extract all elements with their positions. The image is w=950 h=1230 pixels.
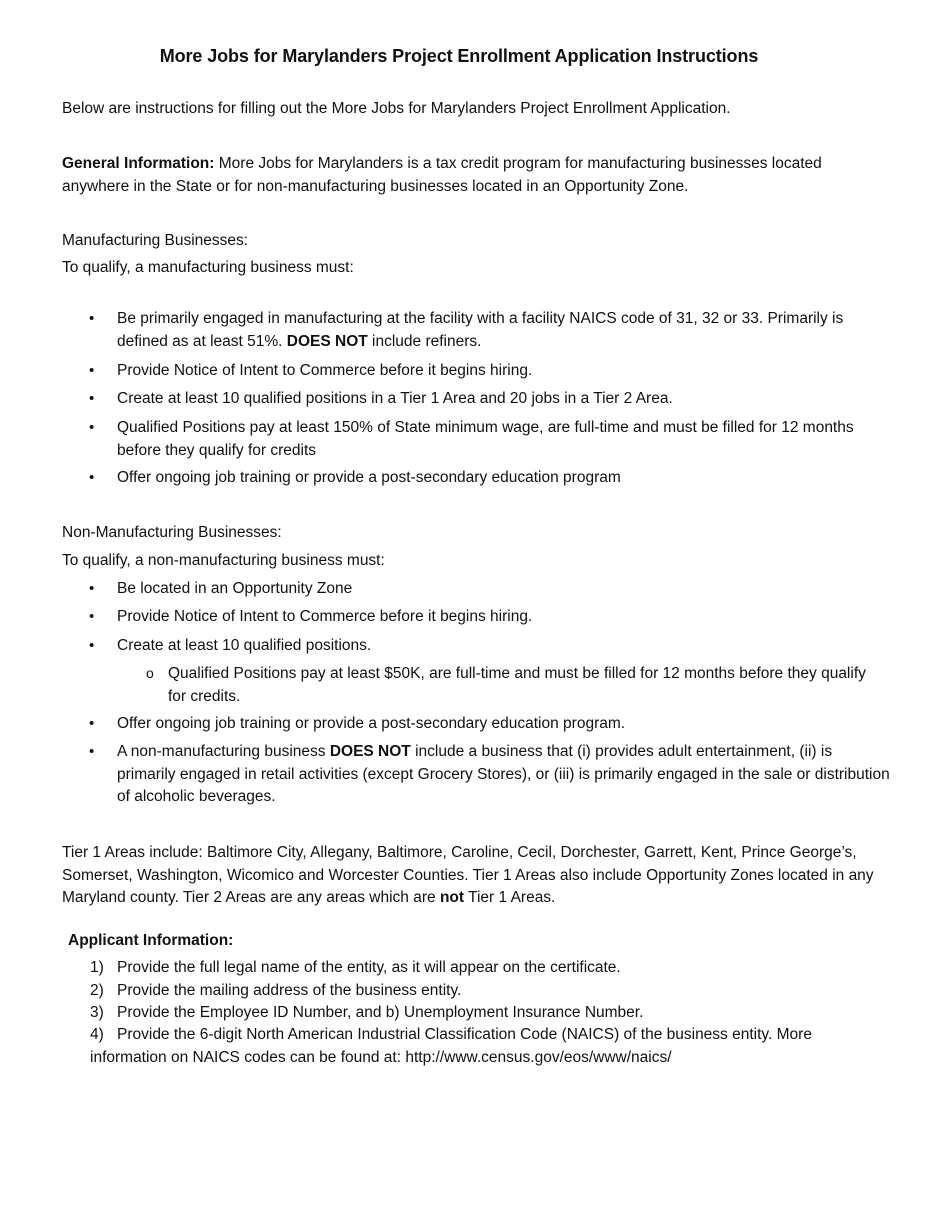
nonmanufacturing-sub-bullet-1: o Qualified Positions pay at least $50K, are full-time and must be filled for 12 months before they qualify for credits. (168, 663, 868, 708)
applicant-information-label: Applicant Information: (68, 932, 234, 949)
list-number: 1) (90, 959, 104, 976)
manufacturing-bullet-1-text: Be primarily engaged in manufacturing at the facility with a facility NAICS code of 31, 32 or 33. Primarily is defined as at least 51%. (117, 310, 844, 350)
nonmanufacturing-lead: To qualify, a non-manufacturing business must: (62, 552, 385, 569)
list-item-text: Provide the 6-digit North American Industrial Classification Code (NAICS) of the business entity. More information on NAICS codes can be found at: http://www.census.gov/eos/www/naics/ (90, 1026, 812, 1066)
tier-areas-text: Tier 1 Areas include: Baltimore City, Allegany, Baltimore, Caroline, Cecil, Dorchester, Garrett, Kent, Prince George’s, Somerset, Washington, Wicomico and Worcester Counties. Tier 1 Areas also include Opportunity Zones located in any Maryland county. Tier 2 Areas are any areas which are (62, 844, 874, 906)
general-information-label: General Information: (62, 155, 215, 172)
intro-paragraph: Below are instructions for filling out the More Jobs for Marylanders Project Enrollment Application. (62, 100, 731, 117)
manufacturing-bullet-1 (117, 308, 892, 353)
applicant-item-4 (90, 1024, 890, 1069)
list-item-text: Provide the mailing address of the business entity. (117, 982, 462, 999)
tier-areas-paragraph (62, 842, 892, 910)
manufacturing-bullet-3: • Create at least 10 qualified positions in a Tier 1 Area and 20 jobs in a Tier 2 Area. (117, 388, 892, 411)
list-number: 4) (90, 1026, 104, 1043)
general-information-text: More Jobs for Marylanders is a tax credit program for manufacturing businesses located anywhere in the State or for non-manufacturing businesses located in an Opportunity Zone. (62, 155, 822, 195)
nonmanufacturing-bullet-3: • Create at least 10 qualified positions. (117, 635, 892, 658)
applicant-information-heading (68, 930, 898, 953)
list-number: 2) (90, 982, 104, 999)
manufacturing-bullet-4: • Qualified Positions pay at least 150% of State minimum wage, are full-time and must be filled for 12 months before they qualify for credits (117, 417, 892, 462)
nonmanufacturing-bullet-5-end: include a business that (i) provides adult entertainment, (ii) is primarily engaged in retail activities (except Grocery Stores), or (iii) is primarily engaged in the sale or distribution of alcoholic beverages. (117, 743, 890, 805)
nonmanufacturing-bullet-5 (117, 741, 892, 809)
list-item-text: Provide the full legal name of the entity, as it will appear on the certificate. (117, 959, 621, 976)
nonmanufacturing-bullet-4: • Offer ongoing job training or provide a post-secondary education program. (117, 713, 892, 736)
does-not-emphasis: DOES NOT (329, 743, 411, 760)
applicant-item-1 (90, 957, 890, 980)
manufacturing-bullet-2: • Provide Notice of Intent to Commerce before it begins hiring. (117, 360, 892, 383)
nonmanufacturing-bullet-1: • Be located in an Opportunity Zone (117, 578, 892, 601)
manufacturing-bullet-5: • Offer ongoing job training or provide a post-secondary education program (117, 467, 892, 490)
applicant-item-2 (90, 980, 890, 1003)
nonmanufacturing-bullet-5-text: A non-manufacturing business (117, 743, 330, 760)
tier-areas-end: Tier 1 Areas. (464, 889, 556, 906)
general-information-paragraph (62, 153, 892, 198)
list-number: 3) (90, 1004, 104, 1021)
manufacturing-bullet-1-end: include refiners. (367, 332, 482, 350)
not-emphasis: not (439, 889, 465, 906)
list-item-text: Provide the Employee ID Number, and b) Unemployment Insurance Number. (117, 1004, 644, 1021)
manufacturing-heading: Manufacturing Businesses: (62, 232, 249, 249)
applicant-item-3 (90, 1002, 890, 1025)
nonmanufacturing-heading: Non-Manufacturing Businesses: (62, 524, 282, 541)
manufacturing-lead: To qualify, a manufacturing business must: (62, 259, 354, 276)
nonmanufacturing-bullet-2: • Provide Notice of Intent to Commerce before it begins hiring. (117, 606, 892, 629)
page-title: More Jobs for Marylanders Project Enrollment Application Instructions (159, 46, 759, 66)
does-not-emphasis: DOES NOT (286, 332, 368, 350)
